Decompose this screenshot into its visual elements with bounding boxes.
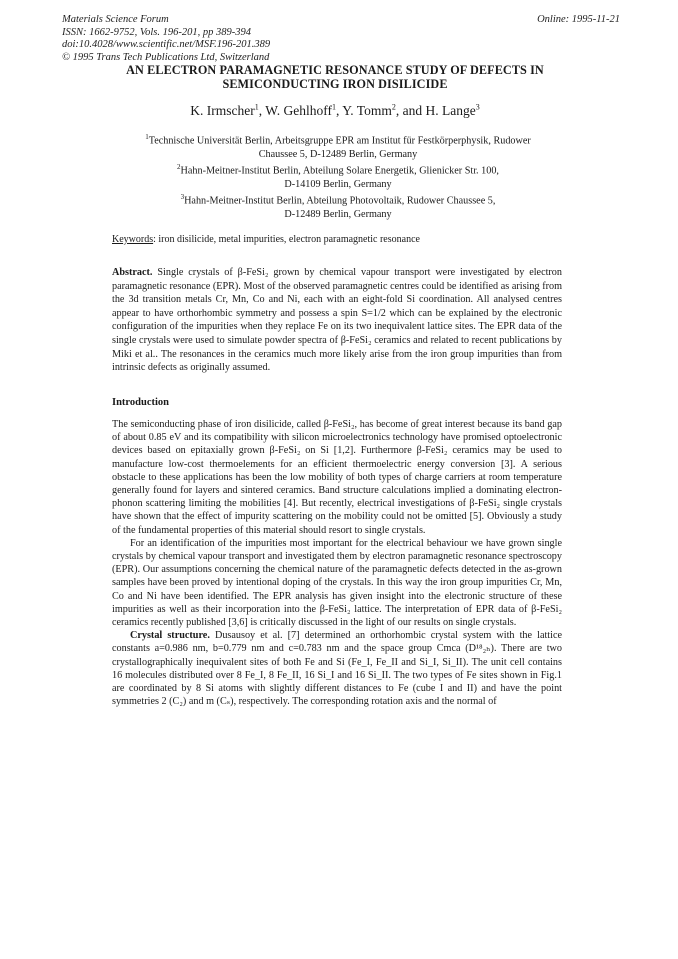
journal-header xyxy=(62,14,442,64)
abstract-text: Single crystals of β-FeSi₂ grown by chemical vapour transport were investigated by electron paramagnetic resonance (EPR). Most of the observed paramagnetic centres could be identified as arising from the 3d transition metals Cr, Mn, Co and Ni, each with an eight-fold Si coordination. All analysed centres appear to have orthorhombic symmetry and possess a spin S=1/2 which can be explained by the electronic configuration of the impurities when they replace Fe on its two inequivalent lattice sites. The EPR data of the single crystals were used to simulate powder spectra of β-FeSi₂ ceramics and related to recent publications by Miki et al.. The resonances in the ceramics much more likely arise from the iron group impurities than from intrinsic defects as originally assumed. xyxy=(112,267,562,374)
author: K. Irmscher$^1$, xyxy=(190,102,266,118)
author: Y. Tomm$^2$, and xyxy=(342,102,426,118)
affiliation: $^1$Technische Universität Berlin, Arbeitsgruppe EPR am Institut für Festkörperphysik, Rudower Chaussee 5, D-12489 Berlin, Germany xyxy=(145,133,531,160)
author: W. Gehlhoff$^1$, xyxy=(265,102,343,118)
copyright-line: © 1995 Trans Tech Publications Ltd, Switzerland xyxy=(62,51,270,63)
keywords xyxy=(112,234,562,245)
online-date: Online: 1995-11-21 xyxy=(537,14,620,25)
keywords-label: Keywords xyxy=(112,234,154,245)
title-line-1: AN ELECTRON PARAMAGNETIC RESONANCE STUDY OF DEFECTS IN xyxy=(126,63,544,77)
doi-line[interactable]: doi:10.4028/www.scientific.net/MSF.196-201.389 xyxy=(62,39,271,50)
keywords-text: : iron disilicide, metal impurities, electron paramagnetic resonance xyxy=(153,234,420,245)
affiliation: $^3$Hahn-Meitner-Institut Berlin, Abteilung Photovoltaik, Rudower Chaussee 5, D-12489 Berlin, Germany xyxy=(180,193,496,221)
journal-name: Materials Science Forum xyxy=(62,14,169,25)
affiliation: $^2$Hahn-Meitner-Institut Berlin, Abteilung Solare Energetik, Glienicker Str. 100, D-14109 Berlin, Germany xyxy=(177,163,499,190)
paragraph-text: Dusausoy et al. [7] determined an orthorhombic crystal system with the lattice constants a=0.986 nm, b=0.779 nm and c=0.783 nm and the space group Cmca (D¹⁸₂ₕ). There are two crystallographically inequivalent sites of both Fe and Si (Fe_I, Fe_II and Si_I, Si_II). The unit cell contains 16 molecules distributed over 8 Fe_I, 8 Fe_II, 16 Si_I and 16 Si_II. The two types of Fe sites shown in Fig.1 are coordinated by 8 Si atoms with slightly different distances to Fe (cube I and II) and have the point symmetries 2 (C₂) and m (Cₛ), respectively. The corresponding rotation axis and the normal of xyxy=(112,630,562,708)
paragraph xyxy=(112,629,562,708)
title-line-2: SEMICONDUCTING IRON DISILICIDE xyxy=(222,76,448,91)
introduction-body xyxy=(112,418,562,708)
issn-line: ISSN: 1662-9752, Vols. 196-201, pp 389-394 xyxy=(62,26,251,38)
author: H. Lange$^3$ xyxy=(425,102,480,118)
paragraph: For an identification of the impurities most important for the electrical behaviour we have grown single crystals by chemical vapour transport and investigated them by electron paramagnetic resonance spectroscopy (EPR). Our assumptions concerning the chemical nature of the paramagnetic defects detected in the as-grown samples have been proved by intentional doping of the crystals. In this way the iron group impurities Cr, Mn, Co and Ni have been identified. The EPR analysis has given insight into the electronic structure of these impurities as well as their incorporation into the β-FeSi₂ lattice. The interpretation of EPR data of β-FeSi₂ ceramics recently published [3,6] is critically discussed in the light of our results on single crystals. xyxy=(112,537,562,629)
author-list xyxy=(90,102,580,119)
abstract xyxy=(112,266,562,375)
run-in-heading: Crystal structure. xyxy=(130,630,210,642)
paragraph: The semiconducting phase of iron disilicide, called β-FeSi₂, has become of great interest because its band gap of about 0.85 eV and its compatibility with silicon microelectronics technology have promised optoelectronic devices based on epitaxially grown β-FeSi₂ on Si [1,2]. Furthermore β-FeSi₂ ceramics may be used to manufacture low-cost thermoelements for an efficient thermoelectric energy conversion [3]. A serious obstacle to these applications has been the low mobility of both types of charge carriers at room temperature generally found for layers and sintered ceramics. Band structure calculations implied a dominating electron-phonon scattering limiting the mobilities [4]. But recently, electrical investigations of β-FeSi₂ single crystals have shown that the effect of impurity scattering on the mobility could not be omitted [5]. Obviously a study of the fundamental properties of this material should resort to single crystals. xyxy=(112,419,562,536)
abstract-label: Abstract. xyxy=(112,267,153,278)
section-heading-introduction: Introduction xyxy=(112,397,169,408)
paper-title xyxy=(90,64,580,91)
affiliations xyxy=(112,131,564,222)
